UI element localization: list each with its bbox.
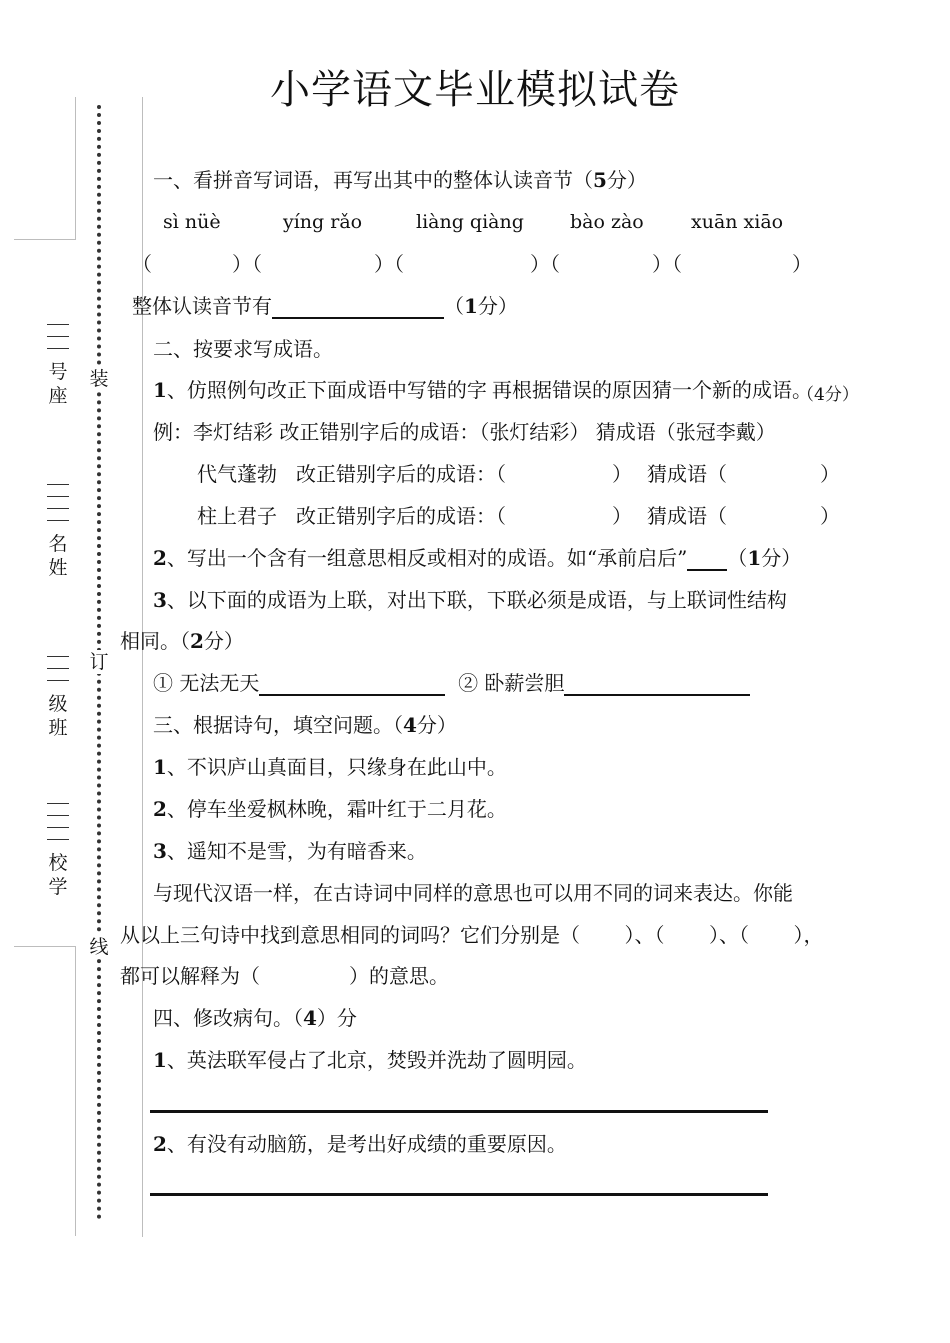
sec2-row-1-idiom: 代气蓬勃 [197,462,277,486]
syllable-line [132,293,518,319]
sec2-q2-score-close: 分） [761,546,802,570]
sec2-row-2-guess: 猜成语（ [647,504,727,528]
syllable-score: 1 [464,294,478,318]
sec2-row-2-idiom: 柱上君子 [197,504,277,528]
sec2-q1-text-overlap: 再根据错误的原因猜一个新的成语。 [492,378,812,402]
sec2-row-1-guess: 猜成语（ [647,462,727,486]
binding-border-lower [75,946,76,1236]
sec2-q2-score-open: （ [727,546,748,570]
page-title: 小学语文毕业模拟试卷 [270,67,680,113]
syllable-label: 整体认读音节有 [132,294,272,318]
section-3-score: 4 [403,713,417,737]
section-3-heading [153,712,457,738]
answer-bracket-sep-3: ）（ [530,252,560,276]
binding-border-bottom [14,946,76,947]
section-1-heading-text: 一、看拼音写词语，再写出其中的整体认读音节（ [153,168,593,192]
answer-bracket-open: （ [132,252,152,276]
side-field-seat-char-2: 座 [48,385,68,407]
sec2-q1 [153,377,487,403]
sec4-q1-answer-line[interactable] [150,1110,768,1113]
poem-line-3-num: 3 [153,839,167,863]
section-3-heading-text: 三、根据诗句，填空问题。（ [153,713,403,737]
sec2-example: 例：李灯结彩 改正错别字后的成语：（张灯结彩） 猜成语（张冠李戴） [153,420,776,444]
side-field-school-char-2: 学 [48,876,68,898]
syllable-score-open: （ [444,294,464,318]
section-4-score: 4 [303,1006,317,1030]
pinyin-2: yíng rǎo [283,211,363,233]
sec2-q2 [153,545,801,571]
sec2-q3 [153,587,787,613]
side-field-name-char-1: 名 [48,533,68,555]
side-field-seat-char-1: 号 [48,361,68,383]
sec2-row-2-guess-close: ） [820,504,840,528]
side-field-school-char-1: 校 [48,852,68,874]
sec2-q2-text: 、写出一个含有一组意思相反或相对的成语。如“承前启后” [166,546,688,570]
sec2-row-1-close: ） [612,462,632,486]
sec2-row-1-mid: 改正错别字后的成语：（ [296,462,506,486]
sec4-q2 [153,1131,567,1157]
answer-bracket-close: ） [792,252,812,276]
answer-bracket-sep-4: ）（ [652,252,682,276]
poem-line-3-text: 、遥知不是雪，为有暗香来。 [166,839,427,863]
binding-char-zhuang: 装 [89,368,109,390]
poem-line-1 [153,754,507,780]
binding-char-ding: 订 [89,651,109,673]
binding-char-xian: 线 [89,936,109,958]
answer-bracket-sep-2: ）（ [374,252,404,276]
sec2-q3-score: 2 [190,629,204,653]
sec2-q2-score: 1 [747,546,762,570]
poem-line-3 [153,838,427,864]
side-field-class [44,645,72,740]
side-field-class-char-1: 级 [48,693,68,715]
section-1-heading [153,167,647,193]
sec2-q3-score-close: 分） [203,629,244,653]
sec2-row-2-close: ） [612,504,632,528]
sec3-paragraph-1: 与现代汉语一样，在古诗词中同样的意思也可以用不同的词来表达。你能 [153,881,793,905]
syllable-score-close: 分） [477,294,518,318]
sec2-q3-cont-text: 相同。（ [120,629,190,653]
poem-line-1-text: 、不识庐山真面目，只缘身在此山中。 [166,755,507,779]
sec2-q1-score: （4分） [797,385,859,405]
sec2-q3-items [153,670,750,696]
sec2-q3-text: 、以下面的成语为上联，对出下联，下联必须是成语，与上联词性结构 [166,588,787,612]
side-field-class-char-2: 班 [48,717,68,739]
section-4-heading-tail: ）分 [316,1006,357,1030]
sec2-q3-item-1: ① 无法无天 [153,671,260,695]
pinyin-5: xuān xiāo [691,211,784,233]
poem-line-2-text: 、停车坐爱枫林晚，霜叶红于二月花。 [166,797,507,821]
section-4-heading-text: 四、修改病句。（ [153,1006,303,1030]
pinyin-3: liàng qiàng [416,211,524,233]
sec3-paragraph-3: 都可以解释为（ ）的意思。 [120,964,450,988]
sec2-q2-blank[interactable] [687,549,727,571]
sec2-q3-item-2: ② 卧薪尝胆 [458,671,565,695]
poem-line-2-num: 2 [153,797,167,821]
sec4-q2-num: 2 [153,1132,167,1156]
sec4-q2-text: 、有没有动脑筋，是考出好成绩的重要原因。 [166,1132,567,1156]
sec2-q3-item-2-blank[interactable] [564,674,750,696]
sec2-row-2-mid: 改正错别字后的成语：（ [296,504,506,528]
sec2-q3-item-1-blank[interactable] [259,674,445,696]
sec2-q2-num: 2 [153,546,167,570]
sec2-q3-num: 3 [153,588,167,612]
section-1-heading-tail: 分） [606,168,647,192]
sec2-q3-cont [120,628,244,654]
sec2-q1-num: 1 [153,378,167,402]
sec4-q2-answer-line[interactable] [150,1193,768,1196]
side-field-school [44,792,72,899]
pinyin-1: sì nüè [163,211,221,233]
sec4-q1-num: 1 [153,1048,167,1072]
poem-line-1-num: 1 [153,755,167,779]
sec2-row-1-guess-close: ） [820,462,840,486]
section-2-heading: 二、按要求写成语。 [153,337,333,361]
section-3-heading-tail: 分） [416,713,457,737]
section-1-score: 5 [593,168,607,192]
pinyin-4: bào zào [570,211,644,233]
binding-border-top [14,239,76,240]
side-field-name-char-2: 姓 [48,557,68,579]
side-field-name [44,473,72,580]
sec4-q1-text: 、英法联军侵占了北京，焚毁并洗劫了圆明园。 [166,1048,587,1072]
sec4-q1 [153,1047,587,1073]
sec2-q1-text: 、仿照例句改正下面成语中写错的字 [166,378,487,402]
section-4-heading [153,1005,357,1031]
side-field-seat [44,313,72,408]
poem-line-2 [153,796,507,822]
syllable-answer-blank[interactable] [272,297,444,319]
answer-bracket-sep-1: ）（ [232,252,262,276]
sec3-paragraph-2: 从以上三句诗中找到意思相同的词吗？它们分别是（ ）、（ ）、（ ）， [120,923,824,947]
binding-border-left [75,97,76,240]
